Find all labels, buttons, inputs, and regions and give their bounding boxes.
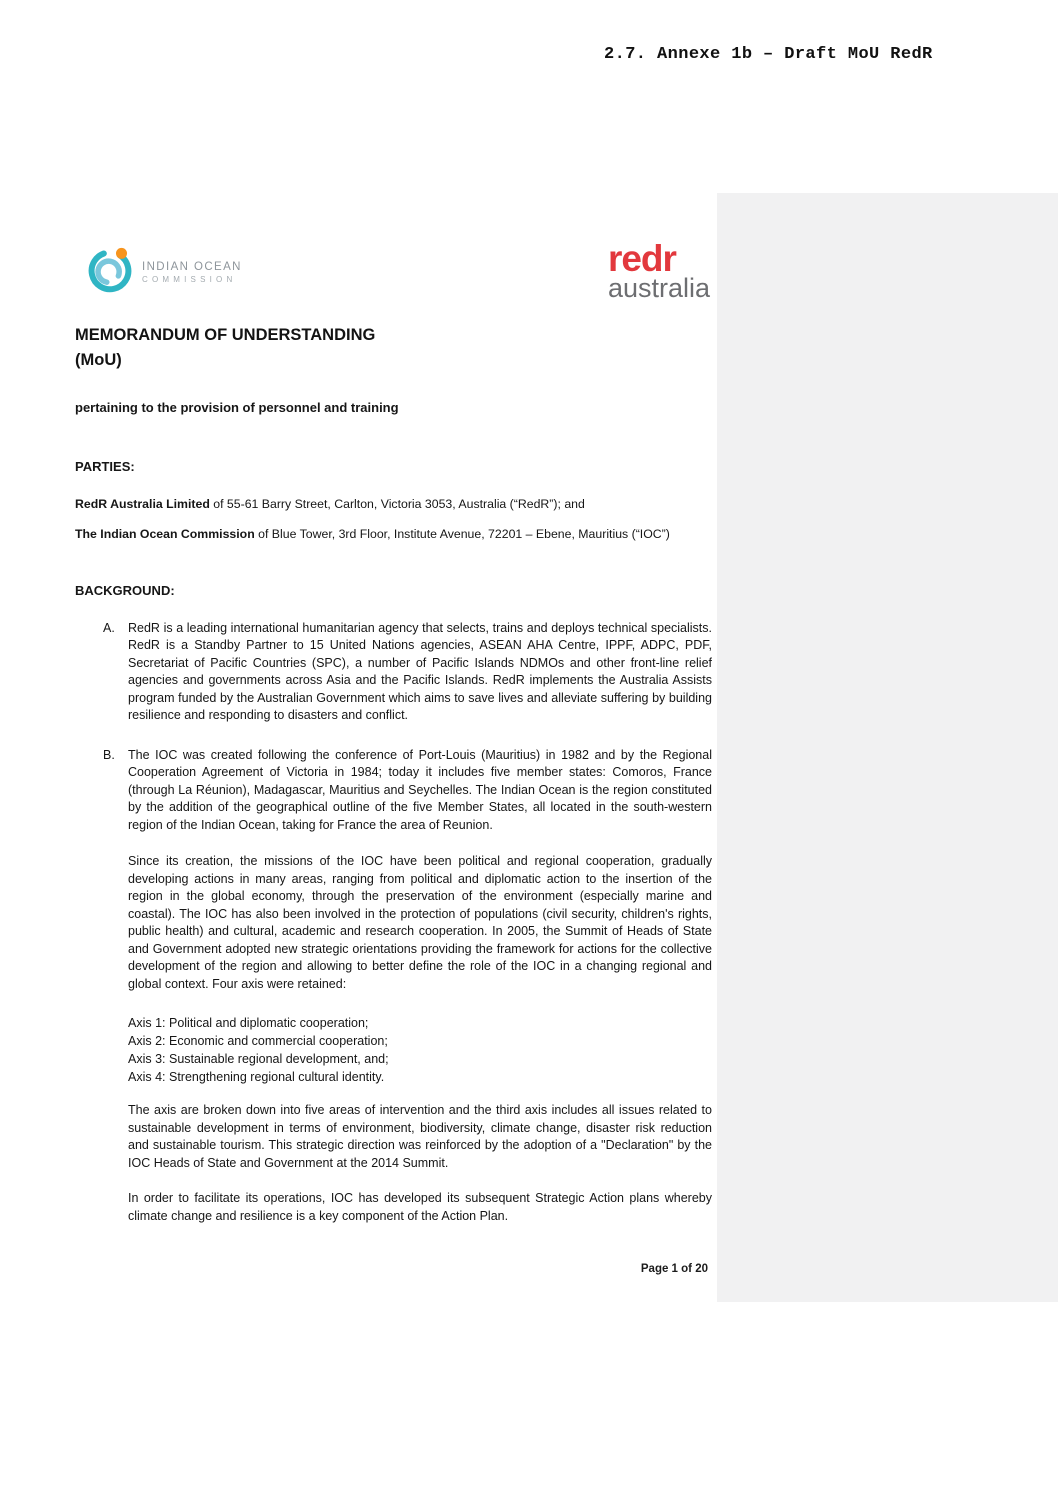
annexe-header: 2.7. Annexe 1b – Draft MoU RedR bbox=[604, 45, 933, 64]
document-subtitle: pertaining to the provision of personnel and training bbox=[75, 400, 399, 415]
background-item-a-marker: A. bbox=[103, 620, 115, 635]
party-line-redr bbox=[75, 496, 712, 514]
ioc-logo-text bbox=[142, 261, 242, 284]
background-item-a-text: RedR is a leading international humanitarian agency that selects, trains and deploys technical specialists. RedR is a Standby Partner to 15 United Nations agencies, ASEAN AHA Centre, IPPF, ADPC, PDF, Secretariat of Pacific Countries (SPC), a number of Pacific Islands NDMOs and other front-line relief agencies and governments across Asia and the Pacific Islands. RedR implements the Australia Assists program funded by the Australian Government which aims to save lives and alleviate suffering by building resilience and responding to disasters and conflict. bbox=[128, 620, 712, 722]
document-title-line1: MEMORANDUM OF UNDERSTANDING bbox=[75, 326, 376, 344]
redr-logo bbox=[607, 238, 710, 303]
ioc-logo bbox=[87, 244, 242, 299]
axis-item-4: Axis 4: Strengthening regional cultural identity. bbox=[128, 1070, 385, 1084]
ioc-logo-mark-icon bbox=[87, 244, 133, 299]
party-ioc-name: The Indian Ocean Commission bbox=[75, 526, 255, 541]
background-heading: BACKGROUND: bbox=[75, 583, 175, 598]
axis-item-2: Axis 2: Economic and commercial cooperation; bbox=[128, 1034, 388, 1048]
parties-heading: PARTIES: bbox=[75, 458, 135, 474]
paragraph-axis-detail: The axis are broken down into five areas of intervention and the third axis includes all issues related to sustainable development in terms of environment, biodiversity, climate change, disaster risk reduction and sustainable tourism. This strategic direction was reinforced by the adoption of a "Declaration" by the IOC Heads of State and Government at the 2014 Summit. bbox=[128, 1103, 712, 1170]
background-item-b-marker: B. bbox=[103, 747, 115, 762]
paragraph-in-order: In order to facilitate its operations, IOC has developed its subsequent Strategic Action plans whereby climate change and resilience is a key component of the Action Plan. bbox=[128, 1191, 712, 1223]
page-number: Page 1 of 20 bbox=[640, 1263, 708, 1275]
background-item-b bbox=[75, 747, 712, 835]
axis-list bbox=[128, 1014, 712, 1086]
party-line-ioc bbox=[75, 526, 712, 544]
background-item-b-text: The IOC was created following the conference of Port-Louis (Mauritius) in 1982 and by the Regional Cooperation Agreement of Victoria in 1984; today it includes five member states: Comoros, France (through La Réunion), Madagascar, Mauritius and Seychelles. The Indian Ocean is the region constituted by the addition of the geographical outline of the five Member States, all located in the south-western region of the Indian Ocean, taking for France the area of Reunion. bbox=[128, 747, 712, 832]
document-title bbox=[75, 323, 712, 373]
party-redr-name: RedR Australia Limited bbox=[75, 497, 210, 511]
axis-item-1: Axis 1: Political and diplomatic cooperation; bbox=[128, 1016, 369, 1030]
logos-row bbox=[75, 238, 712, 303]
ioc-logo-line2: COMMISSION bbox=[142, 275, 237, 284]
paragraph-since-creation: Since its creation, the missions of the IOC have been political and regional cooperation, gradually developing actions in many areas, ranging from political and diplomatic action to the insertion of the region in the global economy, through the preservation of the environment (especially marine and coastal). The IOC has also been involved in the protection of populations (civil security, children's rights, public health) and cultural, academic and research cooperation. In 2005, the Summit of Heads of State and Government adopted new strategic orientations providing the framework for actions for the collective development of the region and allowing to better define the role of the IOC in a changing regional and global context. Four axis were retained: bbox=[128, 854, 712, 991]
party-redr-details: of 55-61 Barry Street, Carlton, Victoria 3053, Australia (“RedR”); and bbox=[209, 497, 585, 511]
background-item-a bbox=[75, 620, 712, 725]
axis-item-3: Axis 3: Sustainable regional development, and; bbox=[128, 1052, 389, 1066]
side-gray-panel bbox=[717, 193, 1058, 1302]
document-body bbox=[75, 323, 712, 1279]
redr-logo-subtext: australia bbox=[607, 273, 710, 303]
document-title-line2: (MoU) bbox=[75, 351, 122, 369]
redr-logo-wordmark: redr bbox=[607, 238, 676, 279]
party-ioc-details: of Blue Tower, 3rd Floor, Institute Avenue, 72201 – Ebene, Mauritius (“IOC”) bbox=[254, 526, 670, 541]
ioc-logo-line1: INDIAN OCEAN bbox=[142, 261, 242, 273]
